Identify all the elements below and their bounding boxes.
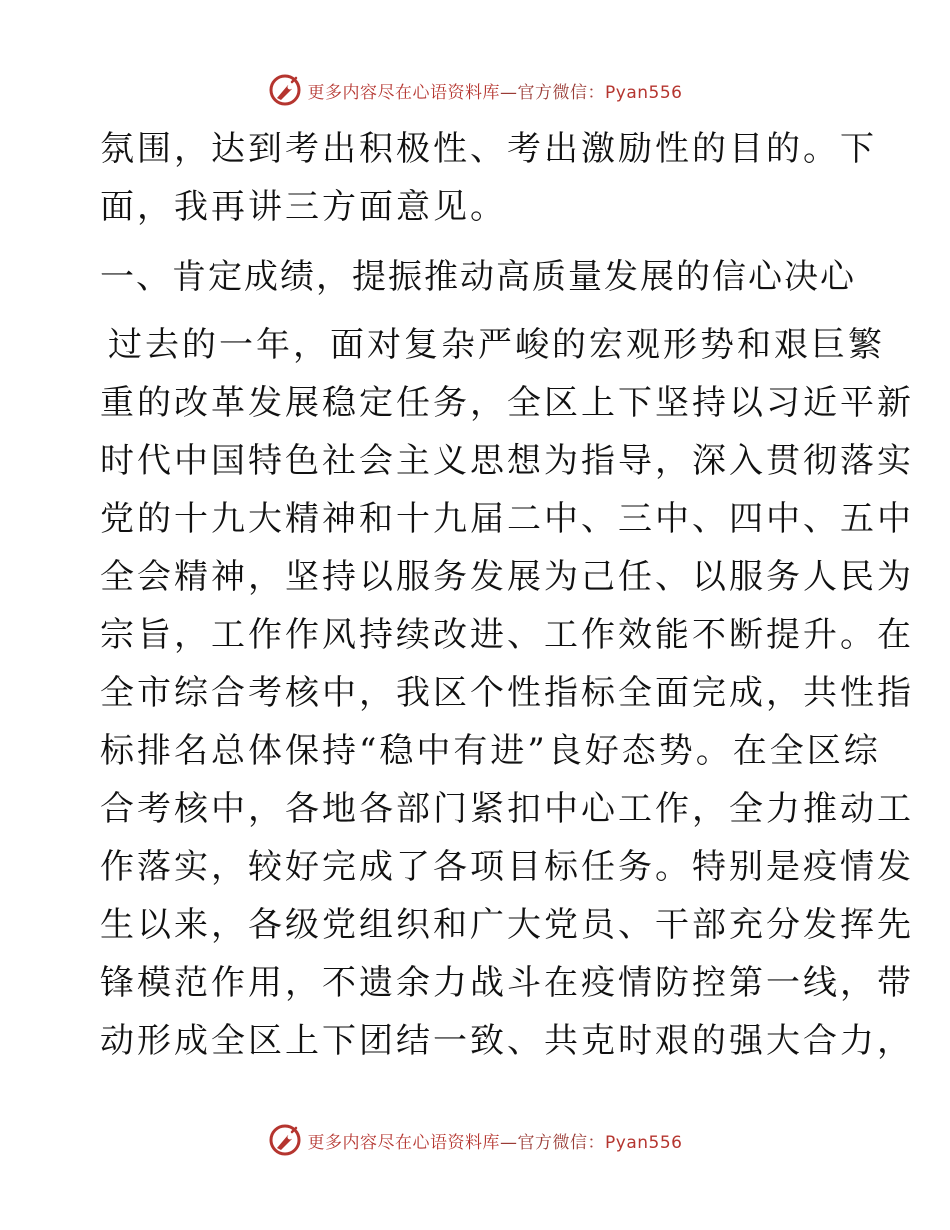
text-line: 过去的一年，面对复杂严峻的宏观形势和艰巨繁 (108, 325, 885, 365)
watermark-separator: —官方微信： (500, 1132, 606, 1153)
watermark-text (308, 1128, 683, 1153)
text-line: 面，我再讲三方面意见。 (100, 187, 507, 227)
text-line: 全市综合考核中，我区个性指标全面完成，共性指 (100, 673, 914, 713)
text-line: 宗旨，工作作风持续改进、工作效能不断提升。在 (100, 615, 914, 655)
text-line: 党的十九大精神和十九届二中、三中、四中、五中 (100, 499, 914, 539)
watermark-footer (0, 1118, 950, 1162)
pen-nib-circle-icon (268, 73, 302, 107)
text-line: 氛围，达到考出积极性、考出激励性的目的。下 (100, 129, 877, 169)
watermark-header (0, 68, 950, 112)
text-line: 生以来，各级党组织和广大党员、干部充分发挥先 (100, 905, 914, 945)
pen-nib-circle-icon (268, 1123, 302, 1157)
watermark-text (308, 78, 683, 103)
section-heading: 一、肯定成绩，提振推动高质量发展的信心决心 (100, 257, 856, 297)
watermark-main: 更多内容尽在心语资料库 (307, 82, 501, 103)
text-line: 动形成全区上下团结一致、共克时艰的强大合力， (100, 1021, 914, 1061)
watermark-main: 更多内容尽在心语资料库 (307, 1132, 501, 1153)
text-line: 重的改革发展稳定任务，全区上下坚持以习近平新 (100, 383, 914, 423)
watermark-wechat-id: Pyan556 (605, 1132, 683, 1153)
text-line: 锋模范作用，不遗余力战斗在疫情防控第一线，带 (100, 963, 914, 1003)
watermark-separator: —官方微信： (500, 82, 606, 103)
text-line: 全会精神，坚持以服务发展为己任、以服务人民为 (100, 557, 914, 597)
text-line: 时代中国特色社会主义思想为指导，深入贯彻落实 (100, 441, 914, 481)
text-line: 标排名总体保持“稳中有进”良好态势。在全区综 (100, 731, 881, 771)
body-paragraph (100, 316, 914, 1070)
text-line: 合考核中，各地各部门紧扣中心工作，全力推动工 (100, 789, 914, 829)
watermark-wechat-id: Pyan556 (605, 82, 683, 103)
document-body (100, 120, 914, 1070)
text-line: 作落实，较好完成了各项目标任务。特别是疫情发 (100, 847, 914, 887)
intro-paragraph (100, 120, 877, 236)
